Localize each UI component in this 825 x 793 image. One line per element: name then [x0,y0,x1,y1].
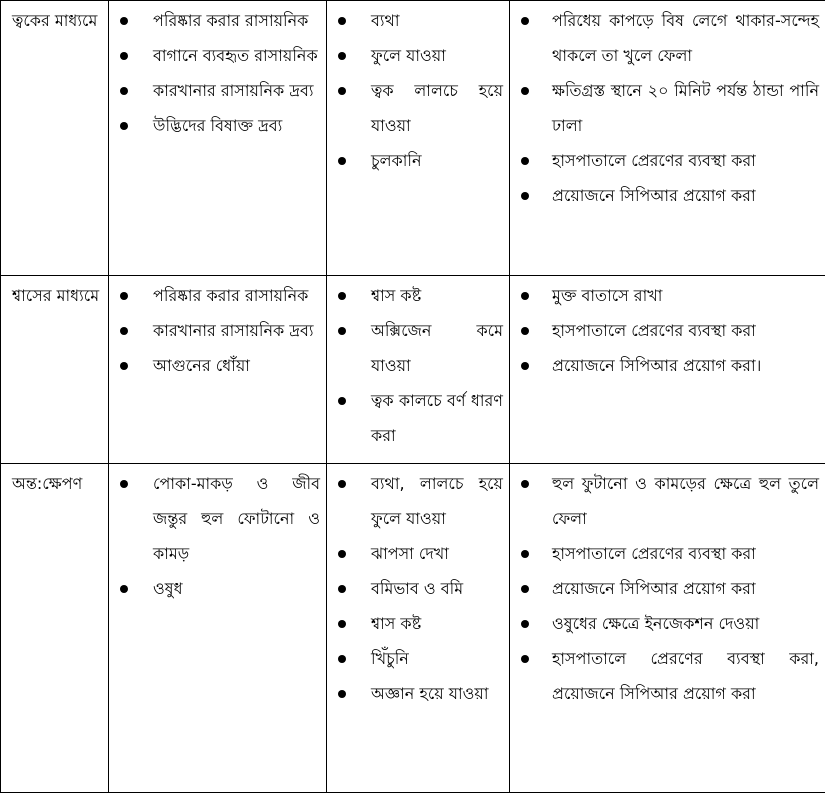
row-label: শ্বাসের মাধ্যমে [12,286,100,305]
symptoms-list [327,276,509,453]
list-item: চুলকানি [327,143,503,178]
list-item: খিঁচুনি [327,641,503,676]
list-item: পোকা-মাকড় ও জীব জন্তুর হুল ফোটানো ও কামড় [109,466,320,571]
list-item: উদ্ভিদের বিষাক্ত দ্রব্য [109,108,320,143]
list-item: প্রয়োজনে সিপিআর প্রয়োগ করা। [510,348,819,383]
list-item: প্রয়োজনে সিপিআর প্রয়োগ করা [510,178,819,213]
table-row [1,1,825,276]
list-item: হাসপাতালে প্রেরণের ব্যবস্থা করা, প্রয়োজনে সিপিআর প্রয়োগ করা [510,641,819,711]
list-item: মুক্ত বাতাসে রাখা [510,278,819,313]
list-item: পরিষ্কার করার রাসায়নিক [109,278,320,313]
symptoms-cell [327,464,510,793]
list-item: বমিভাব ও বমি [327,571,503,606]
list-item: ব্যথা [327,3,503,38]
list-item: অক্সিজেন কমে যাওয়া [327,313,503,383]
table-row [1,464,825,793]
list-item: ত্বক লালচে হয়ে যাওয়া [327,73,503,143]
symptoms-list [327,1,509,178]
list-item: পরিষ্কার করার রাসায়নিক [109,3,320,38]
row-label: অন্ত:ক্ষেপণ [12,474,83,493]
symptoms-cell [327,276,510,464]
sources-cell [109,464,327,793]
actions-cell [510,464,825,793]
list-item: শ্বাস কষ্ট [327,278,503,313]
list-item: পরিধেয় কাপড়ে বিষ লেগে থাকার-সন্দেহ থাকলে তা খুলে ফেলা [510,3,819,73]
sources-cell [109,1,327,276]
table-row [1,276,825,464]
list-item: ফুলে যাওয়া [327,38,503,73]
list-item: ত্বক কালচে বর্ণ ধারণ করা [327,383,503,453]
list-item: ক্ষতিগ্রস্ত স্থানে ২০ মিনিট পর্যন্ত ঠান্ডা পানি ঢালা [510,73,819,143]
actions-list [510,276,825,383]
actions-list [510,1,825,213]
list-item: হুল ফুটানো ও কামড়ের ক্ষেত্রে হুল তুলে ফেলা [510,466,819,536]
list-item: ওষুধের ক্ষেত্রে ইনজেকশন দেওয়া [510,606,819,641]
list-item: হাসপাতালে প্রেরণের ব্যবস্থা করা [510,313,819,348]
list-item: অজ্ঞান হয়ে যাওয়া [327,676,503,711]
list-item: হাসপাতালে প্রেরণের ব্যবস্থা করা [510,143,819,178]
list-item: শ্বাস কষ্ট [327,606,503,641]
row-label-cell [1,464,109,793]
list-item: ওষুধ [109,571,320,606]
actions-cell [510,1,825,276]
row-label-cell [1,1,109,276]
sources-list [109,464,326,606]
list-item: আগুনের ধোঁয়া [109,348,320,383]
symptoms-cell [327,1,510,276]
sources-list [109,276,326,383]
list-item: প্রয়োজনে সিপিআর প্রয়োগ করা [510,571,819,606]
list-item: কারখানার রাসায়নিক দ্রব্য [109,73,320,108]
row-label-cell [1,276,109,464]
sources-list [109,1,326,143]
row-label: ত্বকের মাধ্যমে [12,11,98,30]
list-item: বাগানে ব্যবহৃত রাসায়নিক [109,38,320,73]
actions-list [510,464,825,711]
sources-cell [109,276,327,464]
list-item: ব্যথা, লালচে হয়ে ফুলে যাওয়া [327,466,503,536]
list-item: কারখানার রাসায়নিক দ্রব্য [109,313,320,348]
list-item: হাসপাতালে প্রেরণের ব্যবস্থা করা [510,536,819,571]
symptoms-list [327,464,509,711]
actions-cell [510,276,825,464]
list-item: ঝাপসা দেখা [327,536,503,571]
